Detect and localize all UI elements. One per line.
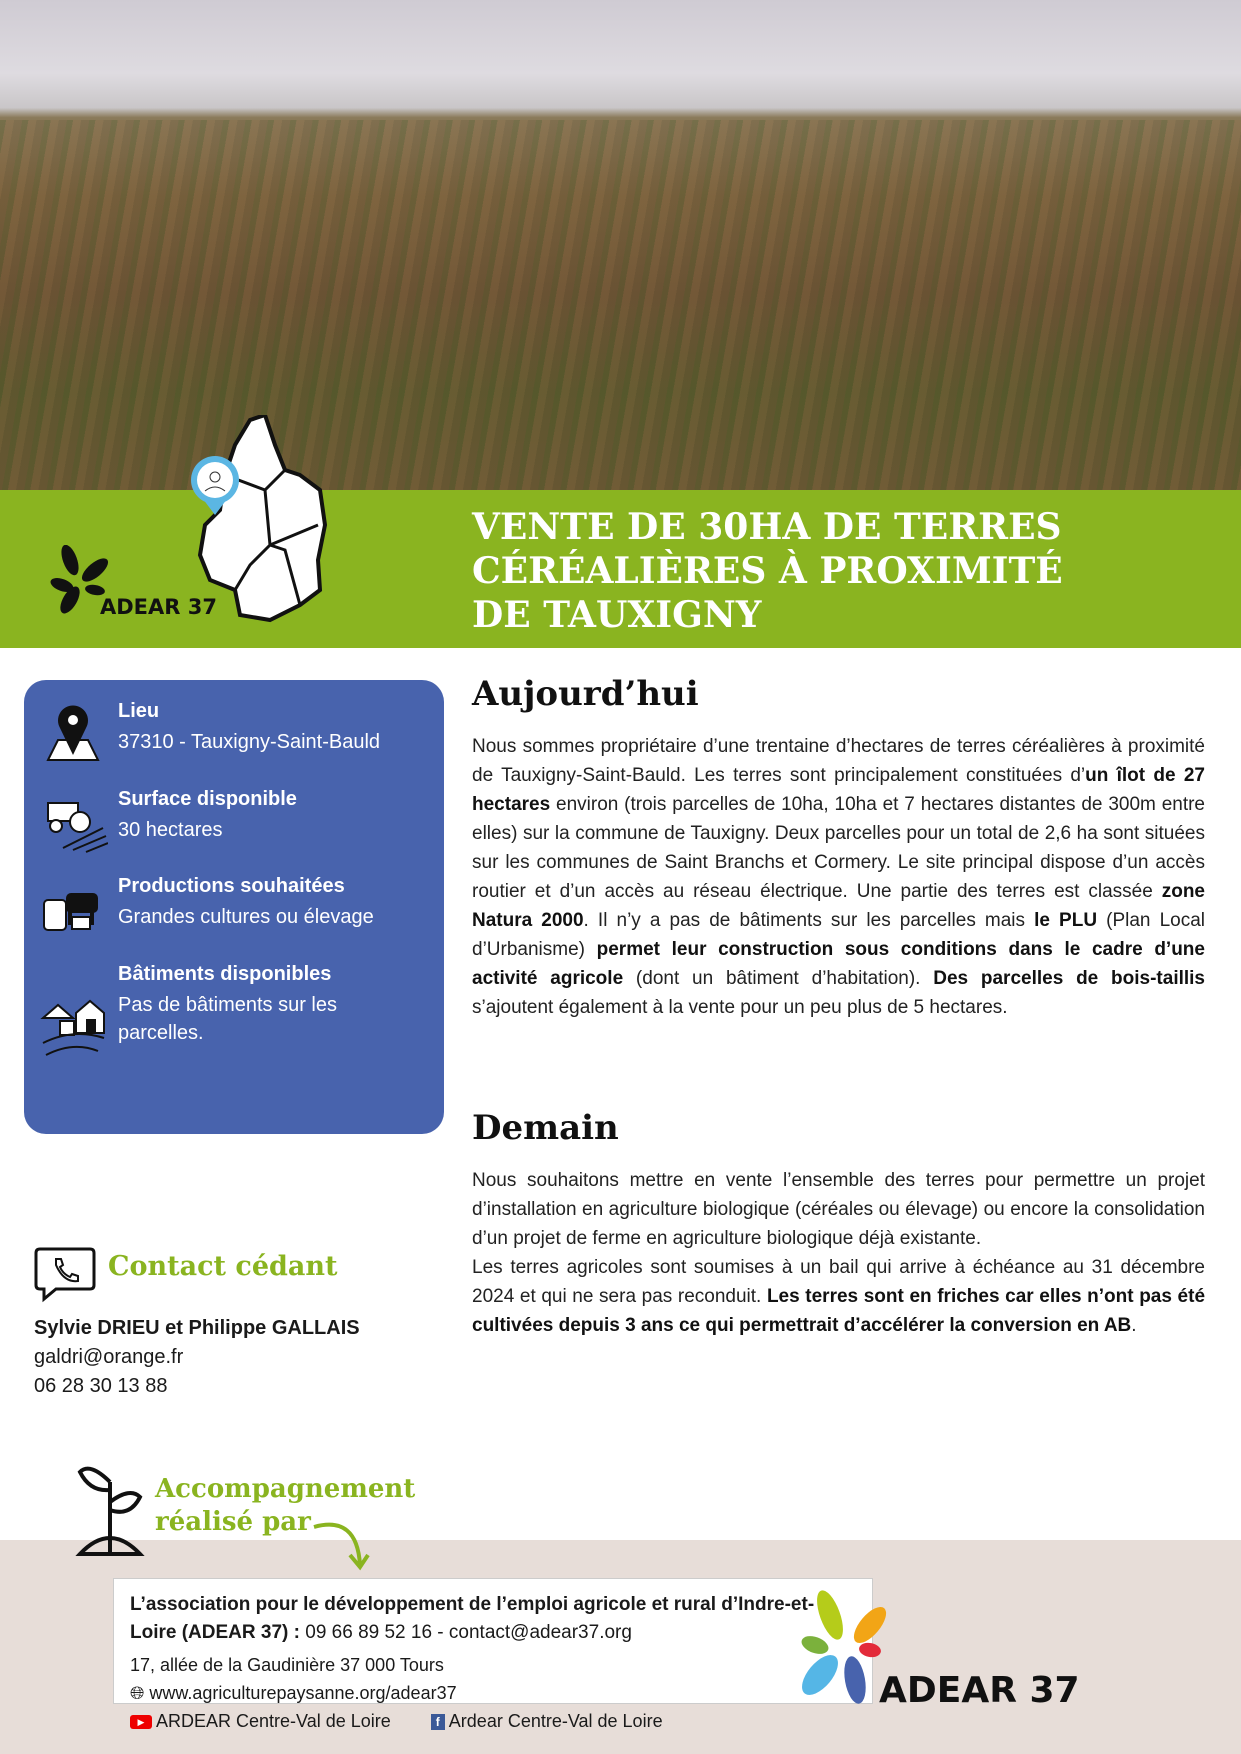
sprout-icon — [75, 1462, 145, 1557]
bold-text: zone Natura 2000 — [472, 881, 1205, 931]
contact-heading: Contact cédant — [108, 1251, 338, 1282]
accompaniment-line: réalisé par — [155, 1507, 311, 1537]
info-value: Pas de bâtiments sur les parcelles. — [118, 994, 337, 1044]
youtube-icon: ▶ — [130, 1715, 152, 1729]
org-address: 17, allée de la Gaudinière 37 000 Tours — [130, 1655, 444, 1675]
cow-crops-icon — [38, 875, 108, 945]
info-label: Surface disponible — [118, 788, 297, 810]
website-link[interactable]: www.agriculturepaysanne.org/adear37 — [149, 1683, 457, 1703]
youtube-link[interactable]: ARDEAR Centre-Val de Loire — [156, 1711, 391, 1731]
logo-text: ADEAR 37 — [879, 1670, 1080, 1711]
globe-icon: 🌐︎ — [130, 1683, 150, 1703]
bold-text: un îlot de 27 hectares — [472, 765, 1205, 815]
page-title — [472, 505, 1172, 637]
bold-text: Des parcelles de bois-taillis — [933, 968, 1205, 989]
info-label: Lieu — [118, 700, 160, 722]
department-map — [190, 415, 370, 625]
today-paragraph — [472, 732, 1205, 1022]
text: s’ajoutent également à la vente pour un peu plus de 5 hectares. — [472, 997, 1008, 1018]
map-pin-icon — [38, 700, 108, 770]
org-contact: 09 66 89 52 16 - contact@adear37.org — [299, 1622, 632, 1643]
contact-section — [34, 1245, 338, 1308]
contact-phone[interactable]: 06 28 30 13 88 — [34, 1375, 168, 1397]
org-name: L’association pour le développement de l’emploi agricole et rural d’Indre-et-Loire (ADEAR 37) : — [130, 1594, 815, 1643]
info-value: 30 hectares — [118, 819, 223, 841]
title-line: DE TAUXIGNY — [472, 594, 762, 636]
today-section — [472, 674, 1205, 1022]
tractor-field-icon — [38, 788, 108, 858]
text: (dont un bâtiment d’habitation). — [623, 968, 934, 989]
accompaniment-line: Accompagnement — [155, 1474, 416, 1504]
curved-arrow-icon — [312, 1515, 372, 1575]
info-label: Bâtiments disponibles — [118, 963, 332, 985]
phone-chat-icon — [34, 1245, 96, 1303]
title-line: CÉRÉALIÈRES À PROXIMITÉ — [472, 550, 1063, 592]
text: Les terres agricoles sont soumises à un bail qui arrive à échéance au 31 décembre 2024 et qui ne sera pas reconduit. — [472, 1257, 1205, 1307]
facebook-link[interactable]: Ardear Centre-Val de Loire — [448, 1711, 663, 1731]
info-label: Productions souhaitées — [118, 875, 345, 897]
title-line: VENTE DE 30HA DE TERRES — [472, 506, 1062, 548]
tomorrow-heading: Demain — [472, 1108, 619, 1148]
adear-footer-logo — [795, 1590, 1080, 1715]
bold-text: Les terres sont en friches car elles n’ont pas été cultivées depuis 3 ans ce qui permettrait d’accélérer la conversion en AB — [472, 1286, 1206, 1336]
tomorrow-paragraph-2 — [472, 1253, 1205, 1340]
info-box — [24, 680, 444, 1134]
logo-text: ADEAR 37 — [100, 595, 217, 619]
text: Nous sommes propriétaire d’une trentaine d’hectares de terres céréalières à proximité de Tauxigny-Saint-Bauld. Les terres sont principalement constituées d’ — [472, 736, 1205, 786]
accompaniment-heading — [155, 1473, 415, 1539]
text: . — [1131, 1315, 1137, 1336]
text: . Il n’y a pas de bâtiments sur les parcelles mais — [583, 910, 1035, 931]
tomorrow-paragraph-1: Nous souhaitons mettre en vente l’ensemble des terres pour permettre un projet d’installation en agriculture biologique (céréales ou élevage) ou encore la consolidation d’un projet de ferme en agriculture biologique déjà existante. — [472, 1170, 1205, 1249]
facebook-icon: f — [431, 1714, 445, 1730]
info-value: 37310 - Tauxigny-Saint-Bauld — [118, 731, 381, 753]
bold-text: le PLU — [1034, 910, 1098, 931]
contact-names: Sylvie DRIEU et Philippe GALLAIS — [34, 1317, 360, 1339]
text: environ (trois parcelles de 10ha, 10ha et 7 hectares distantes de 300m entre elles) sur la commune de Tauxigny. Deux parcelles pour un total de 2,6 ha sont situées sur les communes de Saint Branchs et Cormery. Le site principal dispose d’un accès routier et d’un accès au réseau électrique. Une partie des terres est classée — [472, 794, 1205, 902]
bold-text: permet leur construction sous conditions dans le cadre d’une activité agricole — [472, 939, 1205, 989]
tomorrow-section — [472, 1108, 1205, 1340]
farm-buildings-icon — [38, 993, 108, 1063]
info-value: Grandes cultures ou élevage — [118, 906, 374, 928]
contact-info — [34, 1314, 360, 1401]
organization-box — [113, 1578, 873, 1731]
today-heading: Aujourd’hui — [472, 674, 699, 714]
text: (Plan Local d’Urbanisme) — [472, 910, 1205, 960]
adear-logo — [50, 545, 217, 620]
field-photo — [0, 0, 1241, 490]
contact-email[interactable]: galdri@orange.fr — [34, 1346, 184, 1368]
